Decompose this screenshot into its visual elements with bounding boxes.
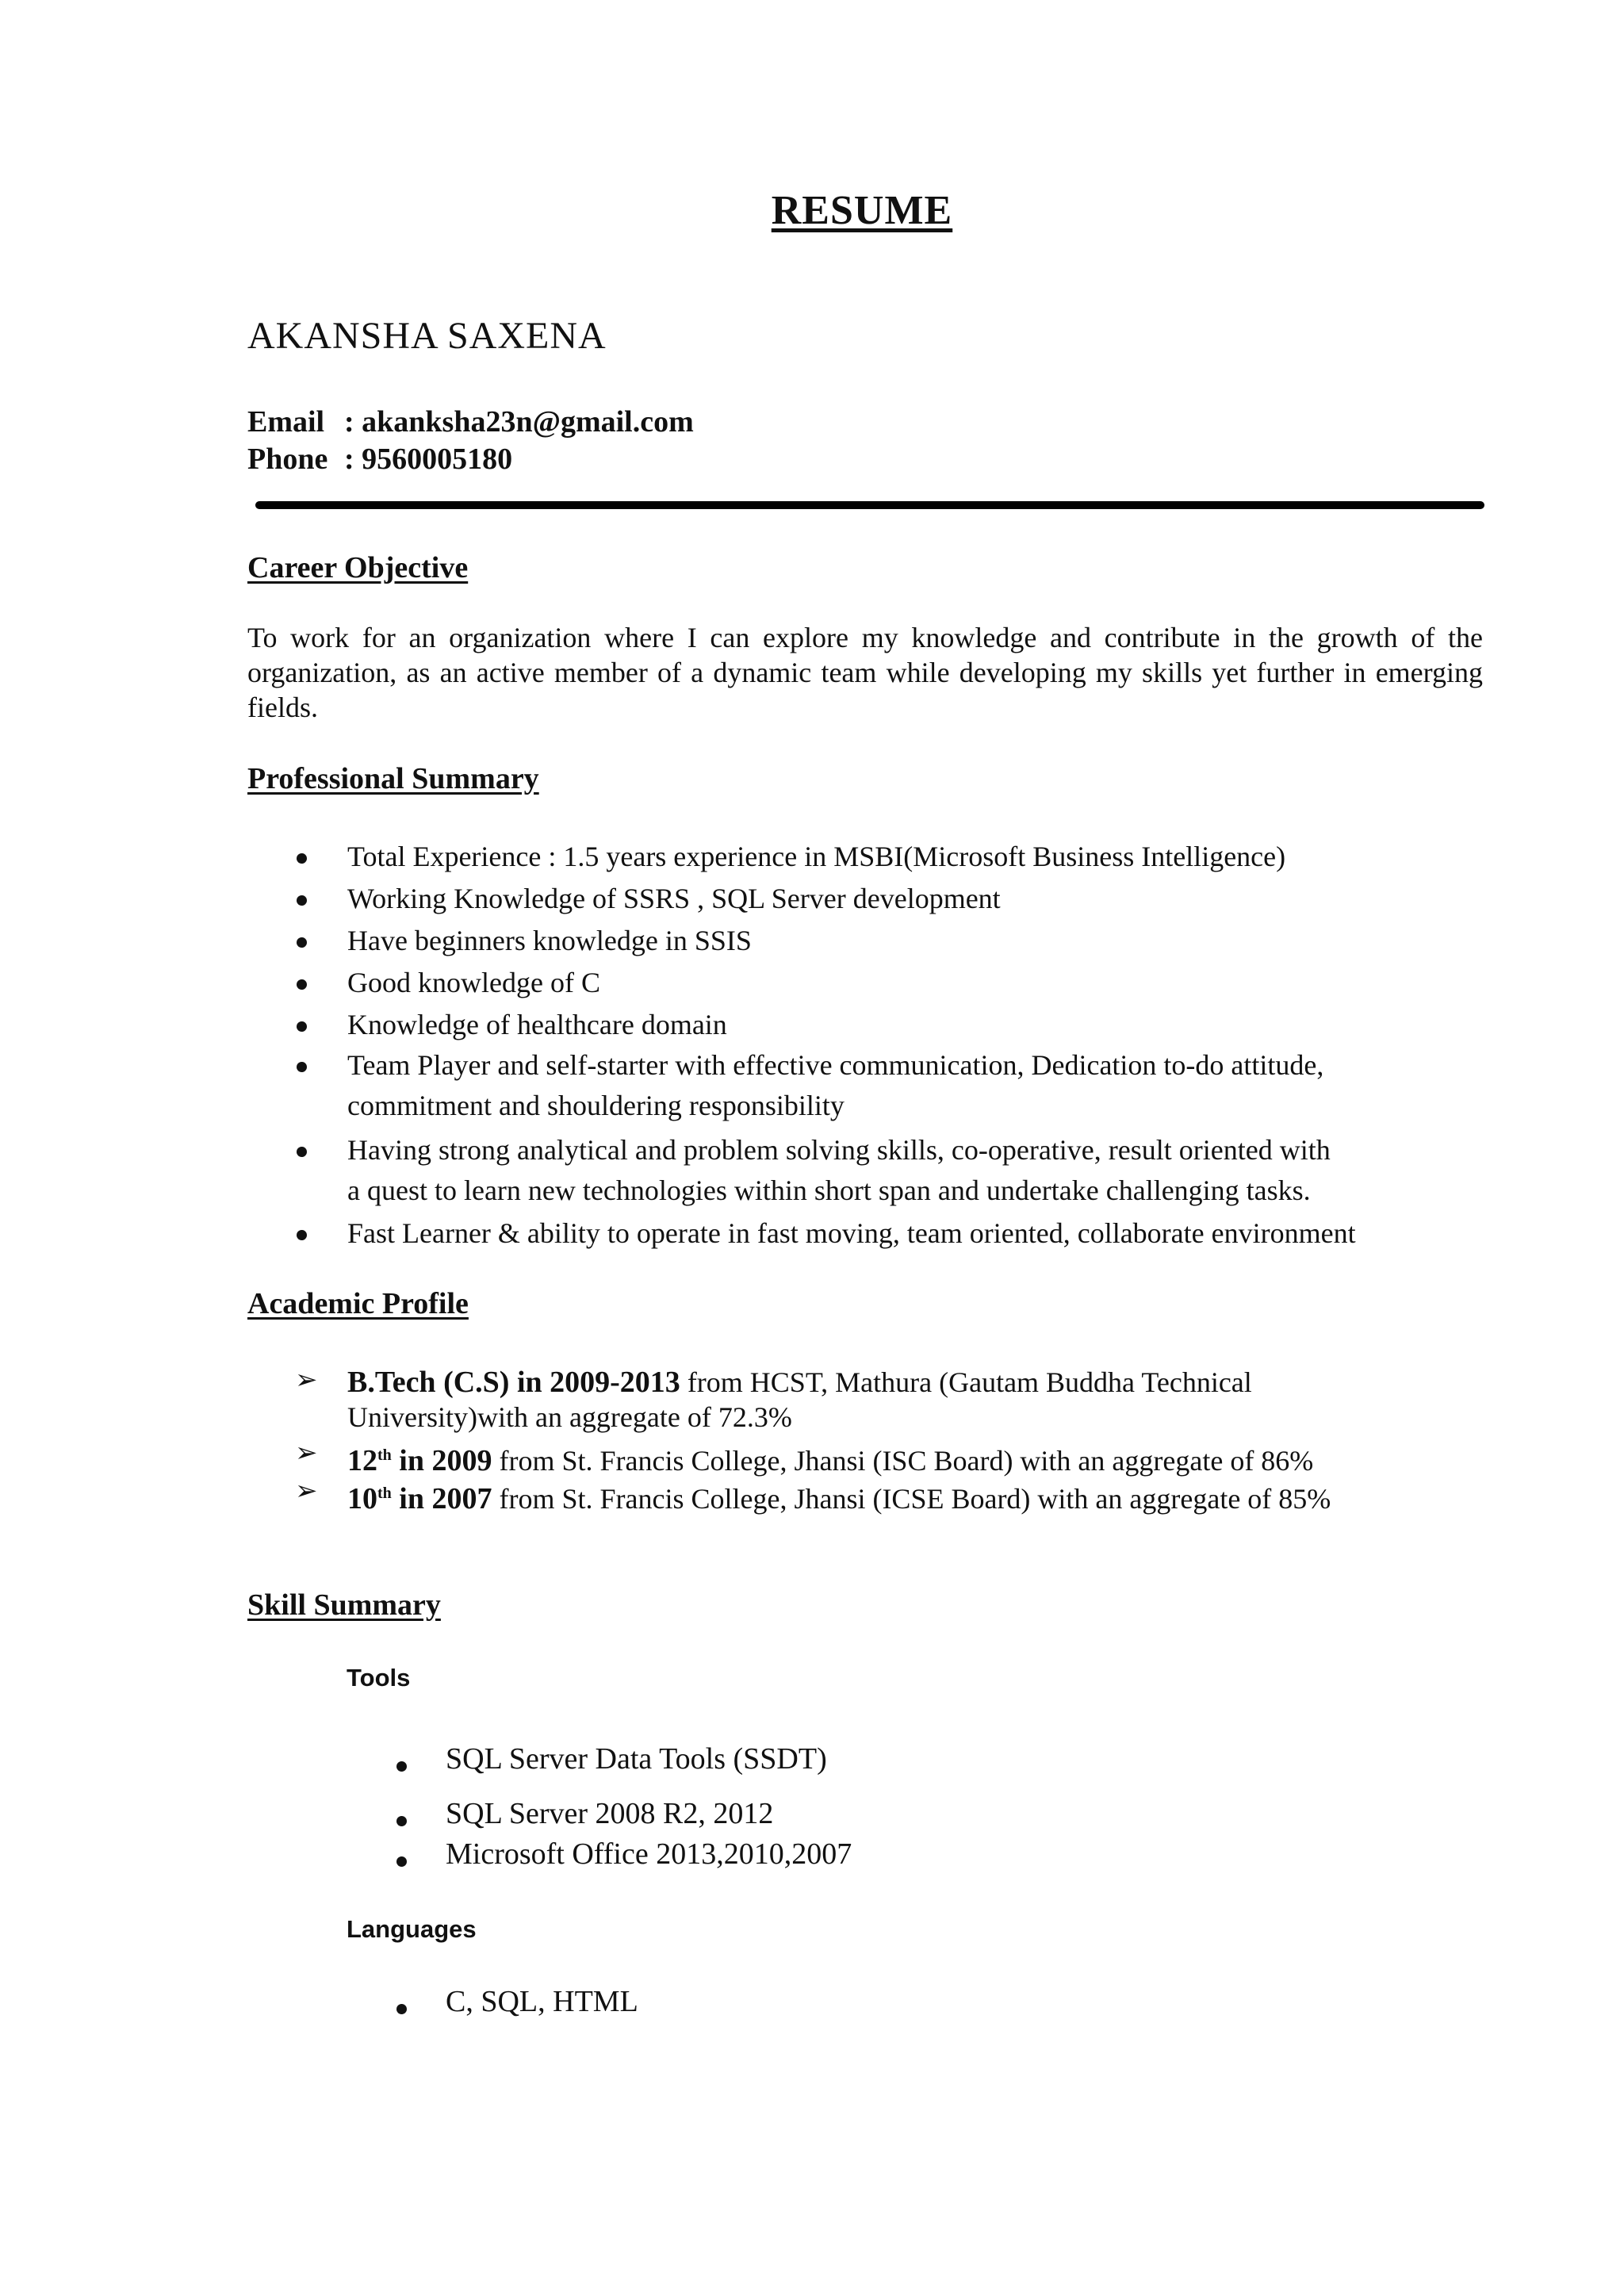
list-item: Knowledge of healthcare domain — [347, 1009, 727, 1040]
bullet-icon — [297, 1230, 307, 1240]
academic-item-sup: th — [377, 1485, 392, 1502]
bullet-icon — [297, 937, 307, 948]
professional-summary-heading: Professional Summary — [247, 762, 539, 795]
phone-label: Phone — [247, 443, 328, 476]
academic-item-bold: in 2007 — [391, 1482, 492, 1515]
bullet-icon — [297, 1062, 307, 1072]
list-item: Have beginners knowledge in SSIS — [347, 925, 752, 956]
academic-item-bold: in 2009 — [391, 1444, 492, 1477]
email-line — [247, 404, 694, 439]
language-item: C, SQL, HTML — [446, 1985, 638, 2018]
academic-item-sup: th — [377, 1446, 392, 1464]
arrow-bullet-icon: ➢ — [295, 1475, 318, 1507]
bullet-icon — [297, 1147, 307, 1157]
skill-summary-heading: Skill Summary — [247, 1588, 441, 1622]
academic-profile-heading: Academic Profile — [247, 1287, 469, 1320]
academic-item-bold: B.Tech (C.S) in 2009-2013 — [347, 1366, 680, 1399]
bullet-icon — [297, 1021, 307, 1032]
list-item: Working Knowledge of SSRS , SQL Server development — [347, 883, 1001, 914]
academic-item-text: from HCST, Mathura (Gautam Buddha Technical — [680, 1366, 1252, 1398]
email-label: Email — [247, 405, 325, 439]
tool-item: Microsoft Office 2013,2010,2007 — [446, 1837, 852, 1871]
header-divider — [255, 501, 1484, 509]
bullet-icon — [396, 1816, 407, 1826]
list-item: Fast Learner & ability to operate in fast moving, team oriented, collaborate environment — [347, 1217, 1356, 1249]
career-objective-heading: Career Objective — [247, 551, 469, 584]
phone-line — [247, 442, 512, 477]
bullet-icon — [396, 2004, 407, 2014]
email-value: : akanksha23n@gmail.com — [344, 405, 694, 439]
academic-item-text: from St. Francis College, Jhansi (ISC Board) with an aggregate of 86% — [492, 1445, 1314, 1477]
academic-item-10th — [347, 1475, 1331, 1517]
list-item: Good knowledge of C — [347, 967, 600, 998]
list-item: Total Experience : 1.5 years experience in MSBI(Microsoft Business Intelligence) — [347, 841, 1286, 872]
arrow-bullet-icon: ➢ — [295, 1364, 318, 1396]
list-item: Team Player and self-starter with effective communication, Dedication to-do attitude, — [347, 1049, 1324, 1081]
list-item-continuation: a quest to learn new technologies within short span and undertake challenging tasks. — [347, 1174, 1311, 1206]
tool-item: SQL Server Data Tools (SSDT) — [446, 1742, 827, 1776]
tools-heading: Tools — [347, 1664, 411, 1692]
bullet-icon — [396, 1856, 407, 1867]
academic-item-continuation: University)with an aggregate of 72.3% — [347, 1401, 792, 1433]
page-title: RESUME — [771, 188, 953, 233]
bullet-icon — [297, 853, 307, 864]
list-item-continuation: commitment and shouldering responsibility — [347, 1090, 845, 1121]
career-objective-text: To work for an organization where I can explore my knowledge and contribute in the growth of the organization, as an active member of a dynamic team while developing my skills yet further in emerging fields. — [247, 622, 1483, 723]
list-item: Having strong analytical and problem solving skills, co-operative, result oriented with — [347, 1134, 1331, 1166]
phone-value: : 9560005180 — [344, 443, 513, 476]
candidate-name: AKANSHA SAXENA — [247, 315, 607, 357]
academic-item-bold: 12 — [347, 1444, 377, 1477]
academic-item-btech — [347, 1364, 1252, 1400]
bullet-icon — [396, 1761, 407, 1772]
bullet-icon — [297, 979, 307, 990]
languages-heading: Languages — [347, 1915, 477, 1943]
academic-item-12th — [347, 1437, 1313, 1479]
tool-item: SQL Server 2008 R2, 2012 — [446, 1797, 774, 1830]
academic-item-bold: 10 — [347, 1482, 377, 1515]
academic-item-text: from St. Francis College, Jhansi (ICSE Board) with an aggregate of 85% — [492, 1483, 1331, 1515]
bullet-icon — [297, 895, 307, 906]
arrow-bullet-icon: ➢ — [295, 1437, 318, 1469]
